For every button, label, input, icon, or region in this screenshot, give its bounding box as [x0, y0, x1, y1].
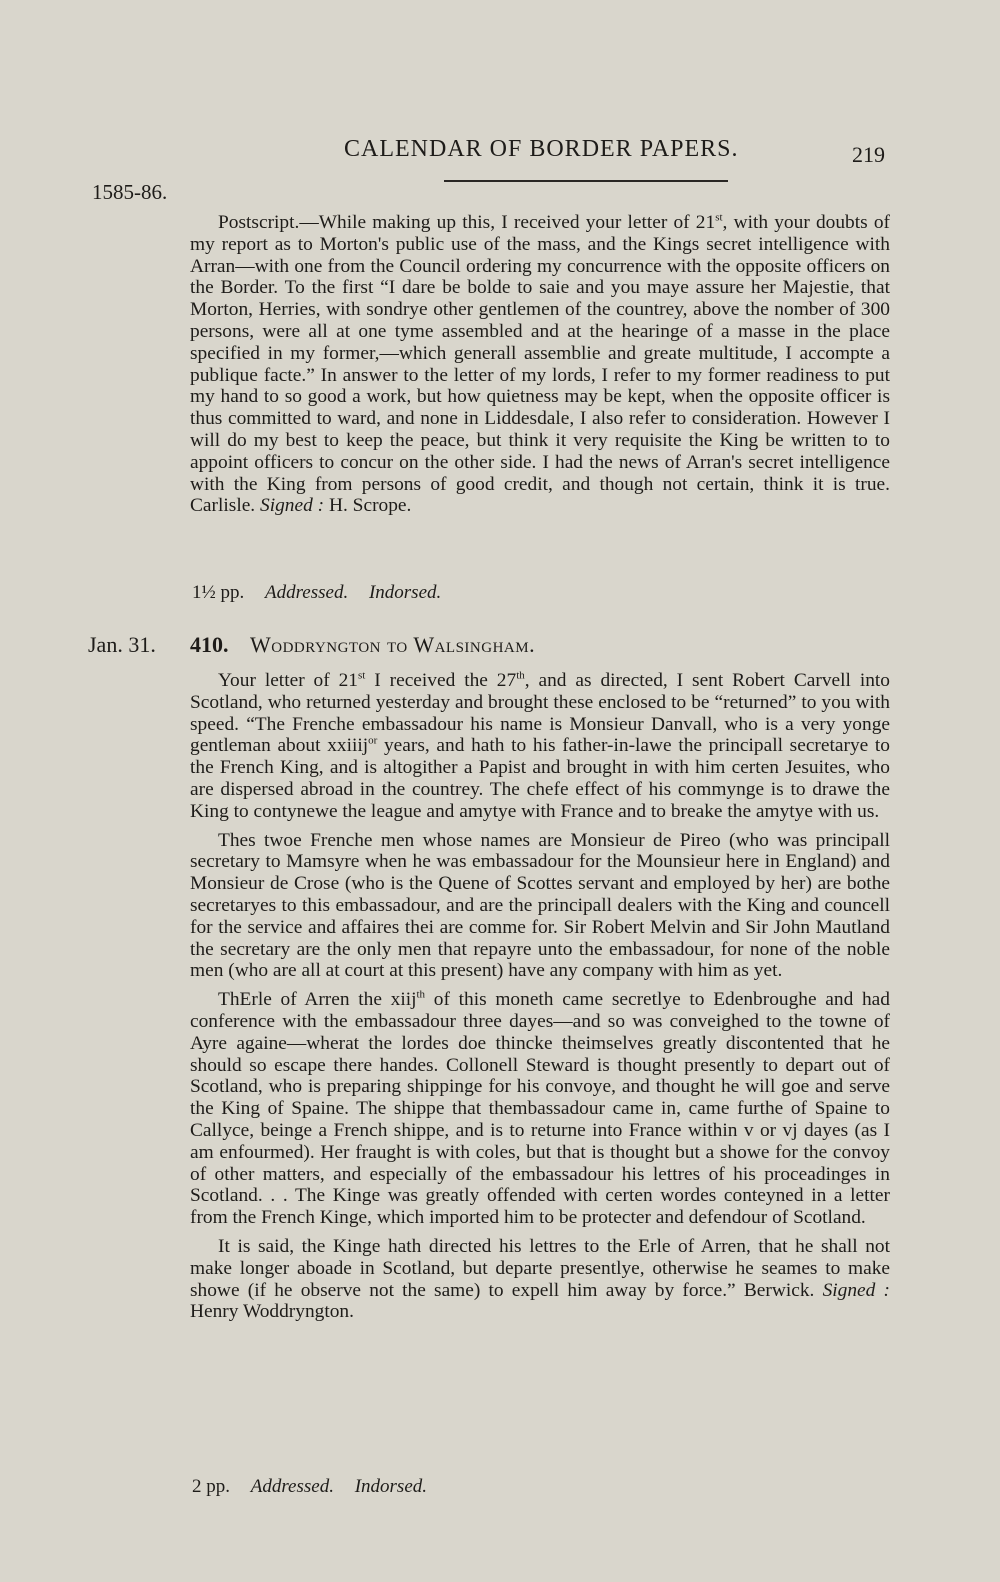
entry-heading [190, 632, 535, 658]
entry-title: Woddryngton to Walsingham. [250, 632, 536, 657]
paragraph-2: Thes twoe Frenche men whose names are Monsieur de Pireo (who was principall secretary to Mamsyre when he was embassadour for the Mounsieur here in England) and Monsieur de Crose (who is the Quene of Scottes servant and employed by her) are bothe secretaryes to this embassadour, and are the principall dealers with the King and councell for the service and affaires thei are comme for. Sir Robert Melvin and Sir John Mautland the secretary are the only men that repayre unto the embassadour, for none of the noble men (who are all at court at this present) have any company with him as yet. [190, 829, 890, 982]
postscript-block [190, 212, 890, 517]
running-title: CALENDAR OF BORDER PAPERS. [344, 136, 739, 162]
letter-body [190, 670, 890, 1323]
margin-year: 1585-86. [92, 180, 168, 204]
postscript-note: 1½ pp. Addressed. Indorsed. [192, 582, 442, 603]
paragraph-3: ThErle of Arren the xiij$^{th}$ of this moneth came secretlye to Edenbroughe and had conference with the embassadour three dayes—and so was conveighed to the towne of Ayre againe—wherat the lordes doe thincke theimselves greatly discontented that he should so escape there handes. Collonell Steward is thought presently to depart out of Scotland, who is preparing shippinge for his convoye, and thought he will goe and serve the King of Spaine. The shippe that thembassadour came in, came furthe of Spaine to Callyce, beinge a French shippe, and is to returne into France within v or vj dayes (as I am enfourmed). Her fraught is with coles, but that is thought but a showe for the convoy of other matters, and especially of the embassadour his lettres of his proceadinges in Scotland. . . The Kinge was greatly offended with certen wordes conteyned in a letter from the French Kinge, which imported him to be protecter and defendour of Scotland. [190, 988, 890, 1229]
paragraph-1: Your letter of 21st I received the 27th, and as directed, I sent Robert Carvell into Scotland, who returned yesterday and brought these enclosed to be “returned” to you with speed. “The Frenche embassadour his name is Monsieur Danvall, who is a very yonge gentleman about xxiiij$^{or}$ years, and hath to his father-in-lawe the principall secretarye to the French King, and is altogither a Papist and brought in with him certen Jesuites, who are dispersed abroad in the countrey. The chefe effect of his commynge is to drawe the King to contynewe the league and amytye with France and to breake the amytye with us. [190, 669, 890, 822]
page-number: 219 [852, 142, 885, 167]
entry-date: Jan. 31. [88, 632, 156, 657]
postscript-paragraph: Postscript.—While making up this, I received your letter of 21st, with your doubts of my report as to Morton's public use of the mass, and the Kings secret intelligence with Arran—with one from the Council ordering my concurrence with the opposite officers on the Border. To the first “I dare be bolde to saie and you maye assure her Majestie, that Morton, Herries, with sondrye other gentlemen of the countrey, above the nomber of 300 persons, were all at one tyme assembled and at the hearinge of a masse in the place specified in my former,—which generall assemblie and greate multitude, I accompte a publique facte.” In answer to the letter of my lords, I refer to my former readiness to put my hand to so good a work, but how quietness may be kept, when the opposite officer is thus committed to ward, and none in Liddesdale, I also refer to consideration. However I will do my best to keep the peace, but think it very requisite the King be written to to appoint officers to concur on the other side. I had the news of Arran's secret intelligence with the King from persons of good credit, and though not certain, think it is true. Carlisle. Signed : H. Scrope. [190, 211, 891, 517]
header-rule [444, 180, 728, 182]
entry-note: 2 pp. Addressed. Indorsed. [192, 1476, 428, 1497]
entry-number: 410. [190, 632, 229, 657]
paragraph-4: It is said, the Kinge hath directed his lettres to the Erle of Arren, that he shall not make longer aboade in Scotland, but departe presentlye, otherwise he seames to make showe (if he observe not the same) to expell him away by force.” Berwick. Signed : Henry Woddryngton. [190, 1235, 890, 1323]
